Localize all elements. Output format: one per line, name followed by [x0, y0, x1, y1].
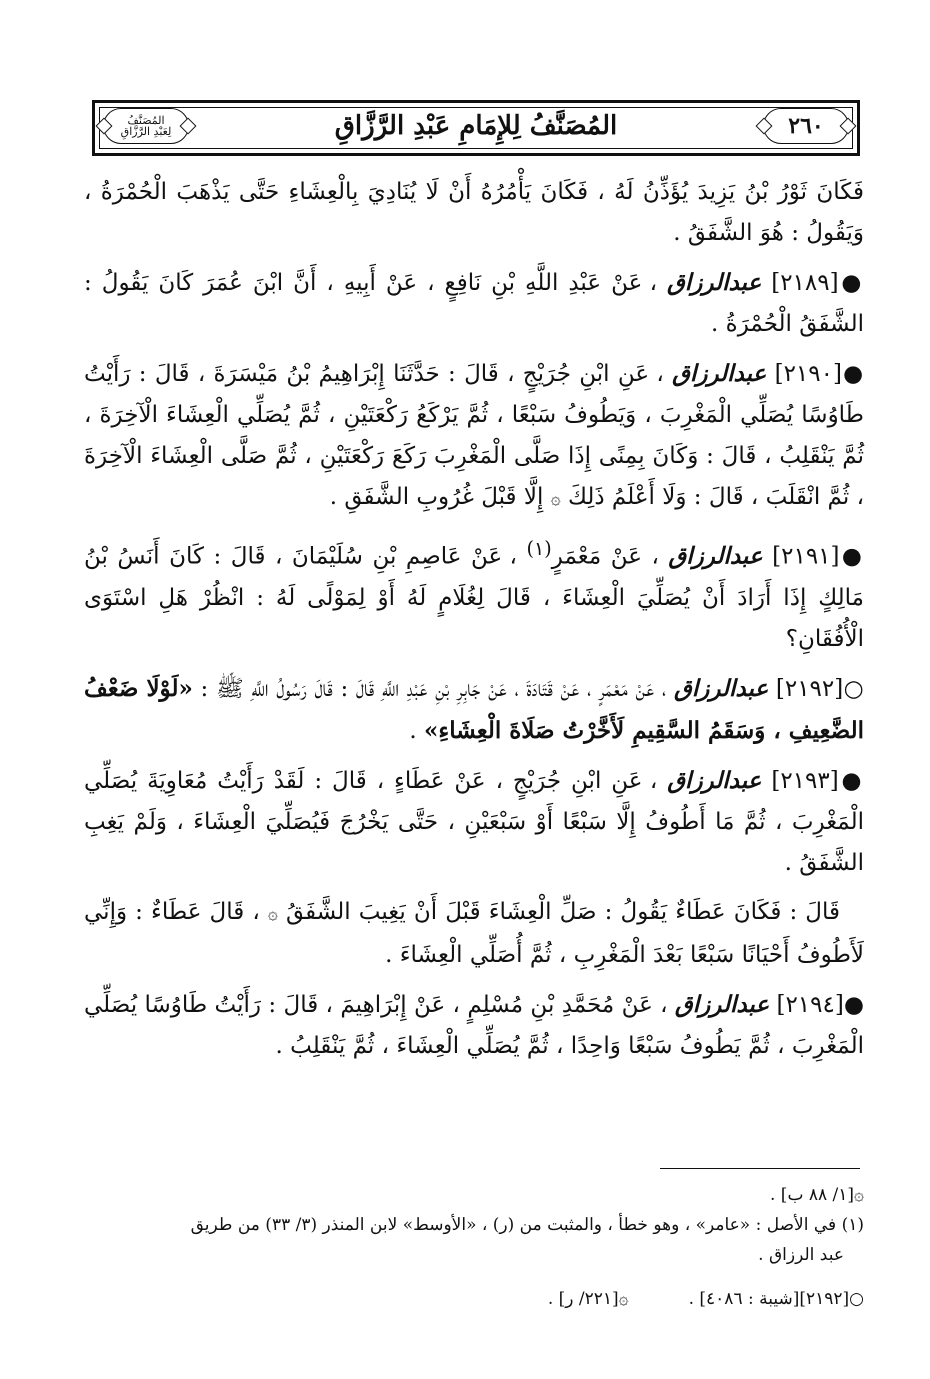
paragraph-text-end: ، قَالَ عَطَاءٌ : وَإِنِّي لَأَطُوفُ أَحْيَانًا سَبْعًا بَعْدَ الْمَغْرِبِ ، ثُمَّ أُصَلِّي الْعِشَاءَ .	[84, 898, 864, 968]
hadith-number: ●[٢١٩٣]	[771, 767, 865, 794]
seal-line-1: المُصَنَّفُ	[127, 114, 165, 127]
hadith-text-end: .	[409, 717, 417, 744]
hadith-text-end: إِلَّا قَبْلَ غُرُوبِ الشَّفَقِ .	[329, 484, 544, 510]
hadith-source: عبدالرزاق	[668, 542, 763, 570]
hadith-source: عبدالرزاق	[667, 269, 762, 296]
footnote-manuscript-ref: ۞[١/ ٨٨ ب] .	[770, 1185, 864, 1205]
hadith-text: ، عَنْ مُحَمَّدِ بْنِ مُسْلِمٍ ، عَنْ إِبْرَاهِيمَ ، قَالَ : رَأَيْتُ طَاوُسًا يُصَلِّي الْمَغْرِبَ ، ثُمَّ يَطُوفُ سَبْعًا وَاحِدًا ، ثُمَّ يُصَلِّي الْعِشَاءَ ، ثُمَّ يَنْقَلِبُ .	[84, 991, 864, 1059]
hadith-2190	[84, 353, 864, 520]
manuscript-marker: ۞	[267, 903, 278, 924]
page-number: ٢٦٠	[788, 113, 824, 139]
paragraph-continuation: فَكَانَ ثَوْرُ بْنُ يَزِيدَ يُؤَذِّنُ لَهُ ، فَكَانَ يَأْمُرُهُ أَنْ لَا يُنَادِيَ بِالْعِشَاءِ حَتَّى يَذْهَبَ الْحُمْرَةُ ، وَيَقُولُ : هُوَ الشَّفَقُ .	[84, 179, 864, 246]
hadith-2191	[84, 528, 864, 660]
hadith-source: عبدالرزاق	[674, 674, 769, 702]
footnote-1-continued: عبد الرزاق .	[758, 1245, 844, 1265]
hadith-2192	[84, 668, 864, 752]
footnote-row	[84, 1284, 864, 1314]
hadith-number: ●[٢١٨٩]	[771, 270, 865, 296]
book-seal-ornament	[103, 108, 189, 144]
footnote-divider	[660, 1168, 860, 1169]
hadith-text: ، عَنِ ابْنِ جُرَيْجٍ ، قَالَ : حَدَّثَنَا إِبْرَاهِيمُ بْنُ مَيْسَرَةَ ، قَالَ : رَأَيْتُ طَاوُسًا يُصَلِّي الْمَغْرِبَ ، وَيَطُوفُ سَبْعًا ، ثُمَّ يَرْكَعُ رَكْعَتَيْنِ ، ثُمَّ يُصَلِّي الْعِشَاءَ الْآخِرَةَ ، ثُمَّ يَنْقَلِبُ ، قَالَ : وَكَانَ بِمِنًى إِذَا صَلَّى الْمَغْرِبَ رَكَعَ رَكْعَتَيْنِ ، ثُمَّ صَلَّى الْعِشَاءَ الْآخِرَةَ ، ثُمَّ انْقَلَبَ ، قَالَ : وَلَا أَعْلَمُ ذَلِكَ	[84, 361, 864, 510]
hadith-number: ●[٢١٩٠]	[774, 361, 864, 387]
hadith-text-end: ، عَنْ عَاصِمِ بْنِ سُلَيْمَانَ ، قَالَ : كَانَ أَنَسُ بْنُ مَالِكٍ إِذَا أَرَادَ أَنْ يُصَلِّيَ الْعِشَاءَ ، قَالَ لِغُلَامٍ لَهُ أَوْ لِمَوْلًى لَهُ : انْظُرْ هَلِ اسْتَوَى الْأُفُقَانِ؟	[84, 543, 864, 652]
prophetic-quote: «لَوْلَا ضَعْفُ الضَّعِيفِ ، وَسَقَمُ السَّقِيمِ لَأَخَّرْتُ صَلَاةَ الْعِشَاءِ»	[84, 674, 864, 744]
footnote-1: (١) في الأصل : «عامر» ، وهو خطأ ، والمثبت من (ر) ، «الأوسط» لابن المنذر (٣/ ٣٣) من طريق	[190, 1215, 864, 1235]
seal-line-2: لِعَبْدِ الرَّزَّاقِ	[120, 125, 172, 138]
page-number-ornament	[763, 108, 849, 144]
hadith-2194	[84, 984, 864, 1067]
footnote-ref[interactable]: (١)	[526, 537, 552, 560]
hadith-text: ، عَنْ مَعْمَرٍ ، عَنْ قَتَادَةَ ، عَنْ جَابِرِ بْنِ عَبْدِ اللَّهِ قَالَ : قَالَ رَسُولُ اللَّهِ ﷺ :	[200, 675, 667, 702]
running-header	[92, 100, 860, 156]
hadith-2193	[84, 760, 864, 884]
paragraph-ata	[84, 892, 864, 976]
main-text	[84, 172, 864, 1075]
hadith-source: عبدالرزاق	[667, 766, 762, 794]
hadith-text: ، عَنِ ابْنِ جُرَيْجٍ ، عَنْ عَطَاءٍ ، قَالَ : لَقَدْ رَأَيْتُ مُعَاوِيَةَ يُصَلِّي الْمَغْرِبَ ، ثُمَّ مَا أَطُوفُ إِلَّا سَبْعًا أَوْ سَبْعَيْنِ ، حَتَّى يَخْرُجَ فَيُصَلِّيَ الْعِشَاءَ ، وَلَمْ يَغِبِ الشَّفَقُ .	[84, 767, 864, 876]
hadith-source: عبدالرزاق	[672, 360, 767, 387]
hadith-text: ، عَنْ عَبْدِ اللَّهِ بْنِ نَافِعٍ ، عَنْ أَبِيهِ ، أَنَّ ابْنَ عُمَرَ كَانَ يَقُولُ : الشَّفَقُ الْحُمْرَةُ .	[84, 270, 864, 337]
hadith-number: ●[٢١٩٤]	[776, 991, 864, 1018]
hadith-number: ●[٢١٩١]	[772, 543, 865, 570]
footnotes	[84, 1180, 864, 1314]
hadith-text: ، عَنْ مَعْمَرٍ	[551, 543, 659, 570]
hadith-source: عبدالرزاق	[674, 990, 770, 1018]
manuscript-marker: ۞	[550, 489, 561, 509]
hadith-2189	[84, 262, 864, 345]
hadith-number: ○[٢١٩٢]	[775, 675, 865, 702]
book-seal	[121, 115, 172, 137]
running-title: المُصَنَّفُ لِلإِمَامِ عَبْدِ الرَّزَّاقِ	[334, 111, 618, 141]
paragraph-text: قَالَ : فَكَانَ عَطَاءٌ يَقُولُ : صَلِّ الْعِشَاءَ قَبْلَ أَنْ يَغِيبَ الشَّفَقُ	[285, 898, 841, 925]
footnote-cross-ref: ○[٢١٩٢][شيبة : ٤٠٨٦] .	[688, 1289, 864, 1309]
footnote-manuscript-ref-2: ۞[٢٢١/ ر] .	[547, 1289, 629, 1309]
